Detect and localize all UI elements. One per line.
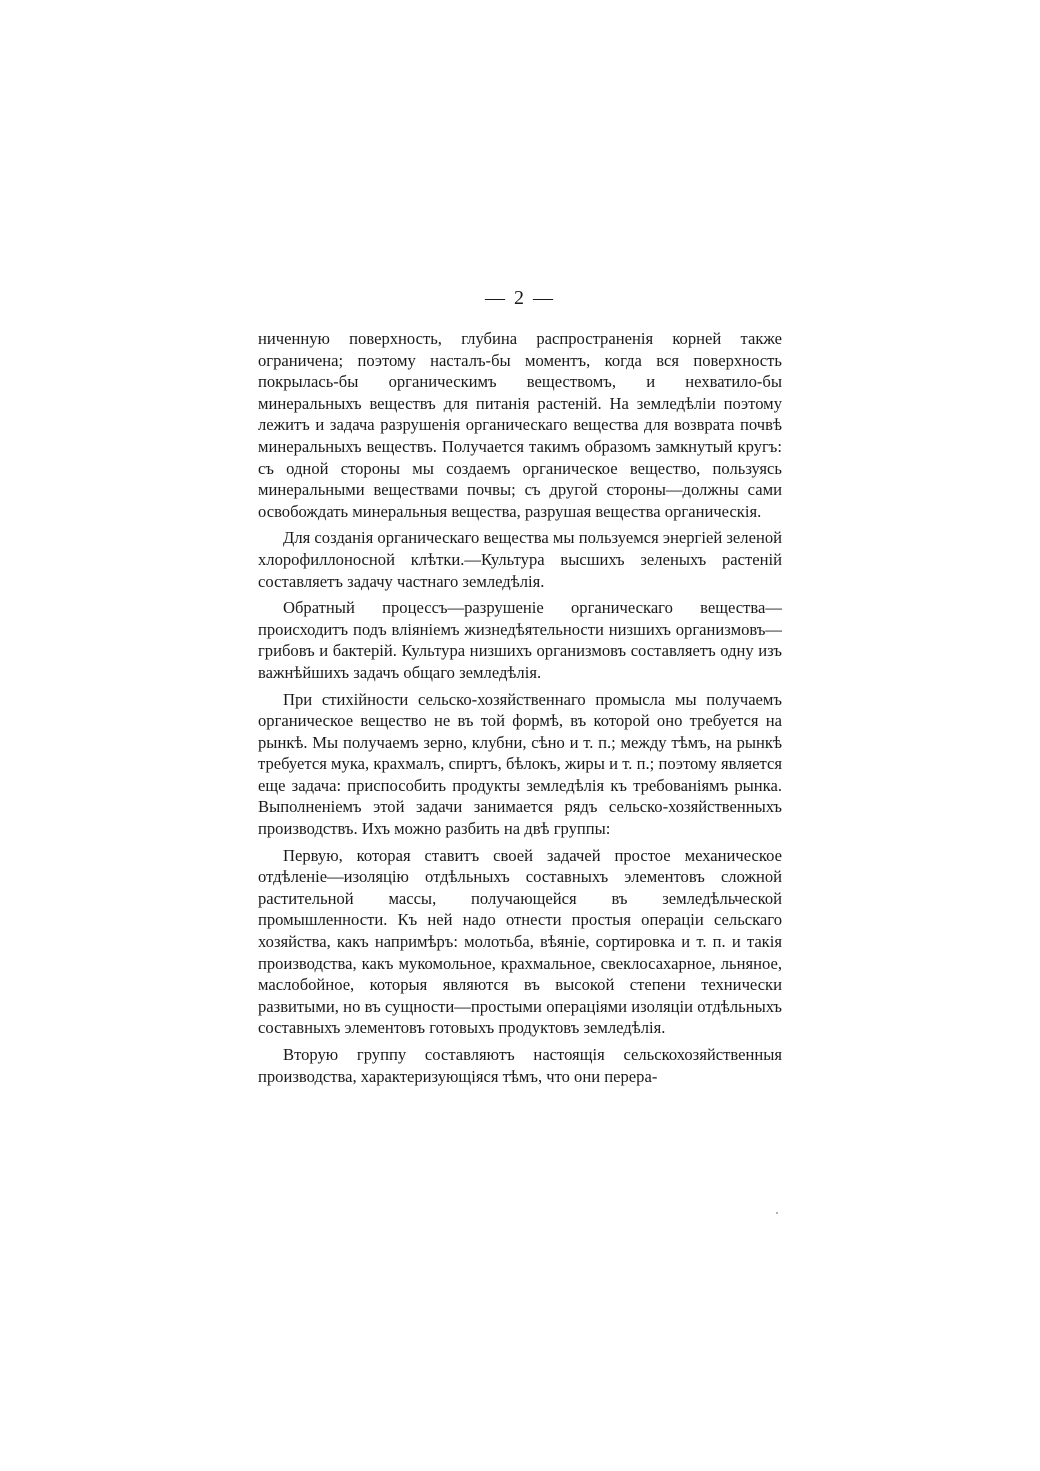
paragraph: Для созданія органическаго вещества мы пользуемся энергіей зеленой хлорофиллоносной клѣтки.—Культура высшихъ зеленыхъ растеній составляетъ задачу частнаго земледѣлія. — [258, 528, 782, 591]
paragraph: При стихійности сельско-хозяйственнаго промысла мы получаемъ органическое вещество не въ той формѣ, въ которой оно требуется на рынкѣ. Мы получаемъ зерно, клубни, сѣно и т. п.; между тѣмъ, на рынкѣ требуется мука, крахмалъ, спиртъ, бѣлокъ, жиры и т. п.; поэтому является еще задача: приспособить продукты земледѣлія къ требованіямъ рынка. Выполненіемъ этой задачи занимается рядъ сельско-хозяйственныхъ производствъ. Ихъ можно разбить на двѣ группы: — [258, 689, 782, 839]
scan-speck — [776, 1212, 778, 1214]
page-number: — 2 — — [485, 287, 555, 309]
body-text — [258, 328, 782, 1092]
paragraph: Вторую группу составляютъ настоящія сельскохозяйственныя производства, характеризующіяся тѣмъ, что они перера- — [258, 1045, 782, 1086]
paragraph: Обратный процессъ—разрушеніе органическаго вещества—происходитъ подъ вліяніемъ жизнедѣятельности низшихъ организмовъ—грибовъ и бактерій. Культура низшихъ организмовъ составляетъ одну изъ важнѣйшихъ задачъ общаго земледѣлія. — [258, 598, 782, 682]
paragraph: Первую, которая ставитъ своей задачей простое механическое отдѣленіе—изоляцію отдѣльныхъ составныхъ элементовъ сложной растительной массы, получающейся въ земледѣльческой промышленности. Къ ней надо отнести простыя операціи сельскаго хозяйства, какъ напримѣръ: молотьба, вѣяніе, сортировка и т. п. и такія производства, какъ мукомольное, крахмальное, свеклосахарное, льняное, маслобойное, которыя являются въ высокой степени технически развитыми, но въ сущности—простыми операціями изоляціи отдѣльныхъ составныхъ элементовъ готовыхъ продуктовъ земледѣлія. — [258, 845, 782, 1038]
paragraph: ниченную поверхность, глубина распространенія корней также ограничена; поэтому насталъ-бы моментъ, когда вся поверхность покрылась-бы органическимъ веществомъ, и нехватило-бы минеральныхъ веществъ для питанія растеній. На земледѣліи поэтому лежитъ и задача разрушенія органическаго вещества для возврата почвѣ минеральныхъ веществъ. Получается такимъ образомъ замкнутый кругъ: съ одной стороны мы создаемъ органическое вещество, пользуясь минеральными веществами почвы; съ другой стороны—должны сами освобождать минеральныя вещества, разрушая вещества органическія. — [258, 329, 782, 521]
